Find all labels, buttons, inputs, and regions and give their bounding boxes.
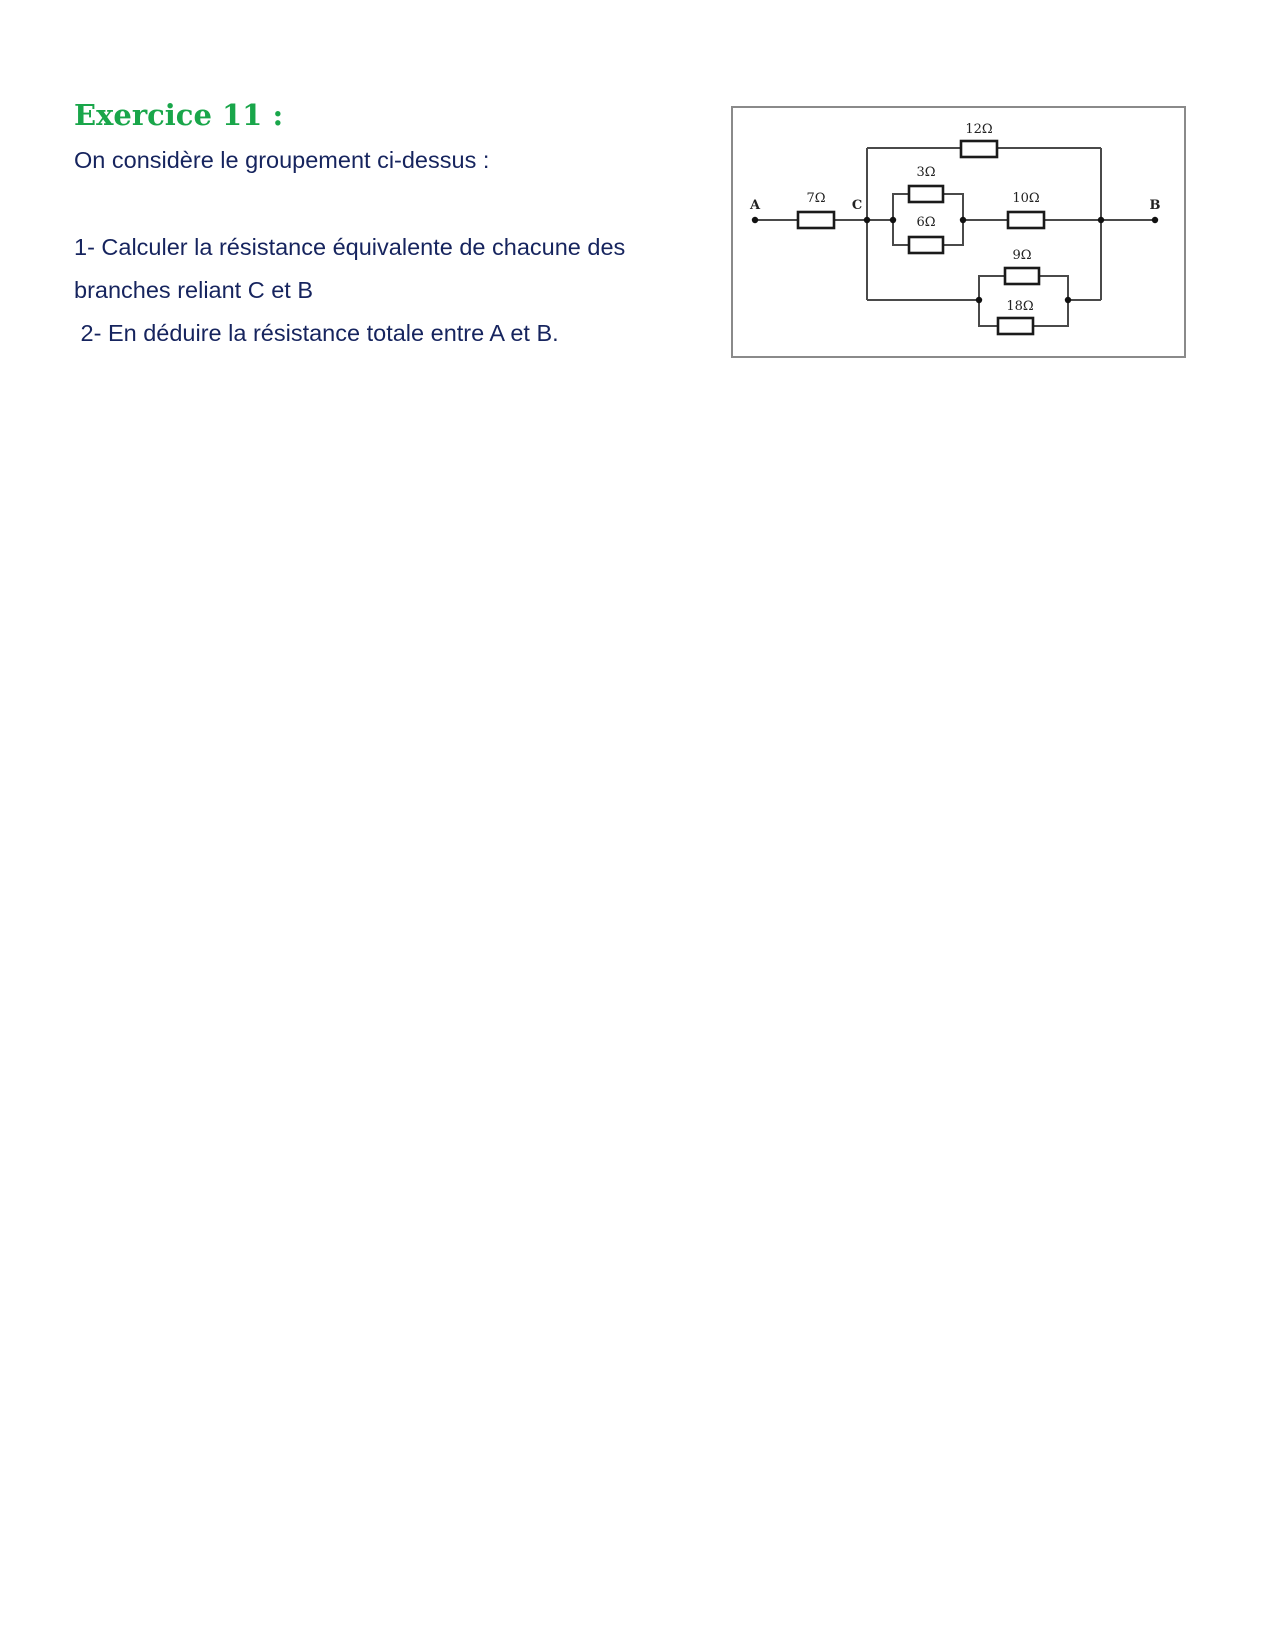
node-b-dot <box>1152 217 1158 223</box>
exercise-title: Exercice 11 : <box>74 98 284 132</box>
label-7ohm: 7Ω <box>806 191 826 206</box>
question-2: 2- En déduire la résistance totale entre A et B. <box>74 320 559 346</box>
resistor-6ohm <box>909 237 943 253</box>
question-1-line-1: 1- Calculer la résistance équivalente de chacune des <box>74 234 626 260</box>
label-node-b: B <box>1149 198 1161 213</box>
resistor-7ohm <box>798 212 834 228</box>
node-a-dot <box>752 217 758 223</box>
circuit-svg <box>733 108 1184 356</box>
circuit-diagram <box>731 106 1186 358</box>
label-12ohm: 12Ω <box>965 122 993 137</box>
resistor-9ohm <box>1005 268 1039 284</box>
node-bottom-left-dot <box>976 297 982 303</box>
label-node-a: A <box>749 198 761 213</box>
label-node-c: C <box>851 198 863 213</box>
resistor-10ohm <box>1008 212 1044 228</box>
node-bottom-right-dot <box>1065 297 1071 303</box>
label-18ohm: 18Ω <box>1006 299 1034 314</box>
label-10ohm: 10Ω <box>1012 191 1040 206</box>
question-1-line-2: branches reliant C et B <box>74 277 314 303</box>
label-6ohm: 6Ω <box>916 215 936 230</box>
node-c-dot <box>864 217 870 223</box>
resistor-18ohm <box>998 318 1033 334</box>
label-9ohm: 9Ω <box>1012 248 1032 263</box>
node-right-junction-dot <box>1098 217 1104 223</box>
exercise-intro: On considère le groupement ci-dessus : <box>74 147 490 173</box>
node-parallel-right-dot <box>960 217 966 223</box>
label-3ohm: 3Ω <box>916 165 936 180</box>
resistor-12ohm <box>961 141 997 157</box>
node-parallel-left-dot <box>890 217 896 223</box>
resistor-3ohm <box>909 186 943 202</box>
